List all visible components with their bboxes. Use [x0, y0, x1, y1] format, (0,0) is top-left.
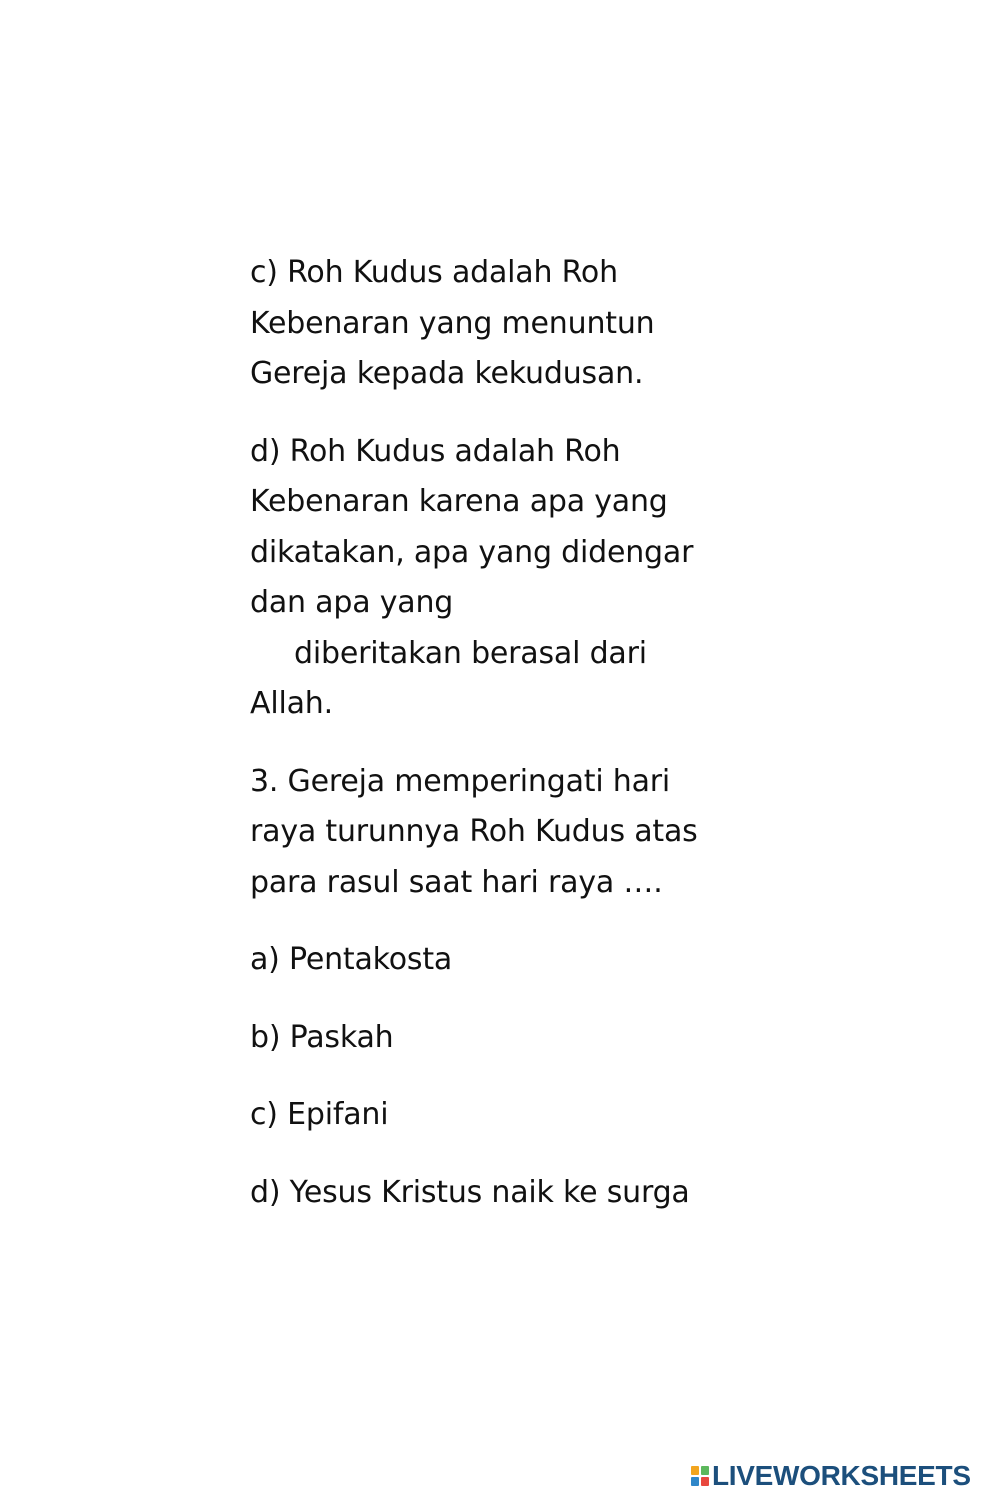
- text-line: diberitakan berasal dari: [294, 635, 647, 671]
- text-line: b) Paskah: [250, 1019, 394, 1055]
- text-line: para rasul saat hari raya ….: [250, 864, 663, 900]
- text-line: dan apa yang: [250, 585, 454, 620]
- logo-text: LIVEWORKSHEETS: [712, 1460, 971, 1491]
- text-line: Kebenaran karena apa yang: [250, 484, 668, 519]
- text-line: a) Pentakosta: [250, 942, 453, 977]
- logo-tile-4: [701, 1477, 709, 1486]
- answer-option-b: [250, 1013, 770, 1064]
- liveworksheets-logo-icon: [691, 1466, 709, 1486]
- question-3: [250, 757, 770, 909]
- text-line: Kebenaran yang menuntun: [250, 305, 655, 341]
- text-line: d) Roh Kudus adalah Roh: [250, 433, 621, 469]
- option-d-paragraph: [250, 427, 770, 730]
- option-c-paragraph: [250, 248, 770, 400]
- answer-option-c: [250, 1090, 770, 1141]
- text-line: dikatakan, apa yang didengar: [250, 534, 694, 570]
- text-line: raya turunnya Roh Kudus atas: [250, 814, 698, 849]
- logo-tile-2: [701, 1466, 709, 1475]
- liveworksheets-logo: [691, 1461, 971, 1491]
- worksheet-content: [250, 248, 770, 1245]
- text-line: d) Yesus Kristus naik ke surga: [250, 1174, 690, 1210]
- text-line: c) Epifani: [250, 1097, 389, 1132]
- logo-tile-1: [691, 1466, 699, 1475]
- text-line: 3. Gereja memperingati hari: [250, 763, 671, 799]
- text-line: c) Roh Kudus adalah Roh: [250, 255, 618, 290]
- answer-option-d: [250, 1168, 770, 1219]
- text-line: Allah.: [250, 686, 333, 721]
- logo-tile-3: [691, 1477, 699, 1486]
- text-line: Gereja kepada kekudusan.: [250, 356, 644, 391]
- answer-option-a: [250, 935, 770, 986]
